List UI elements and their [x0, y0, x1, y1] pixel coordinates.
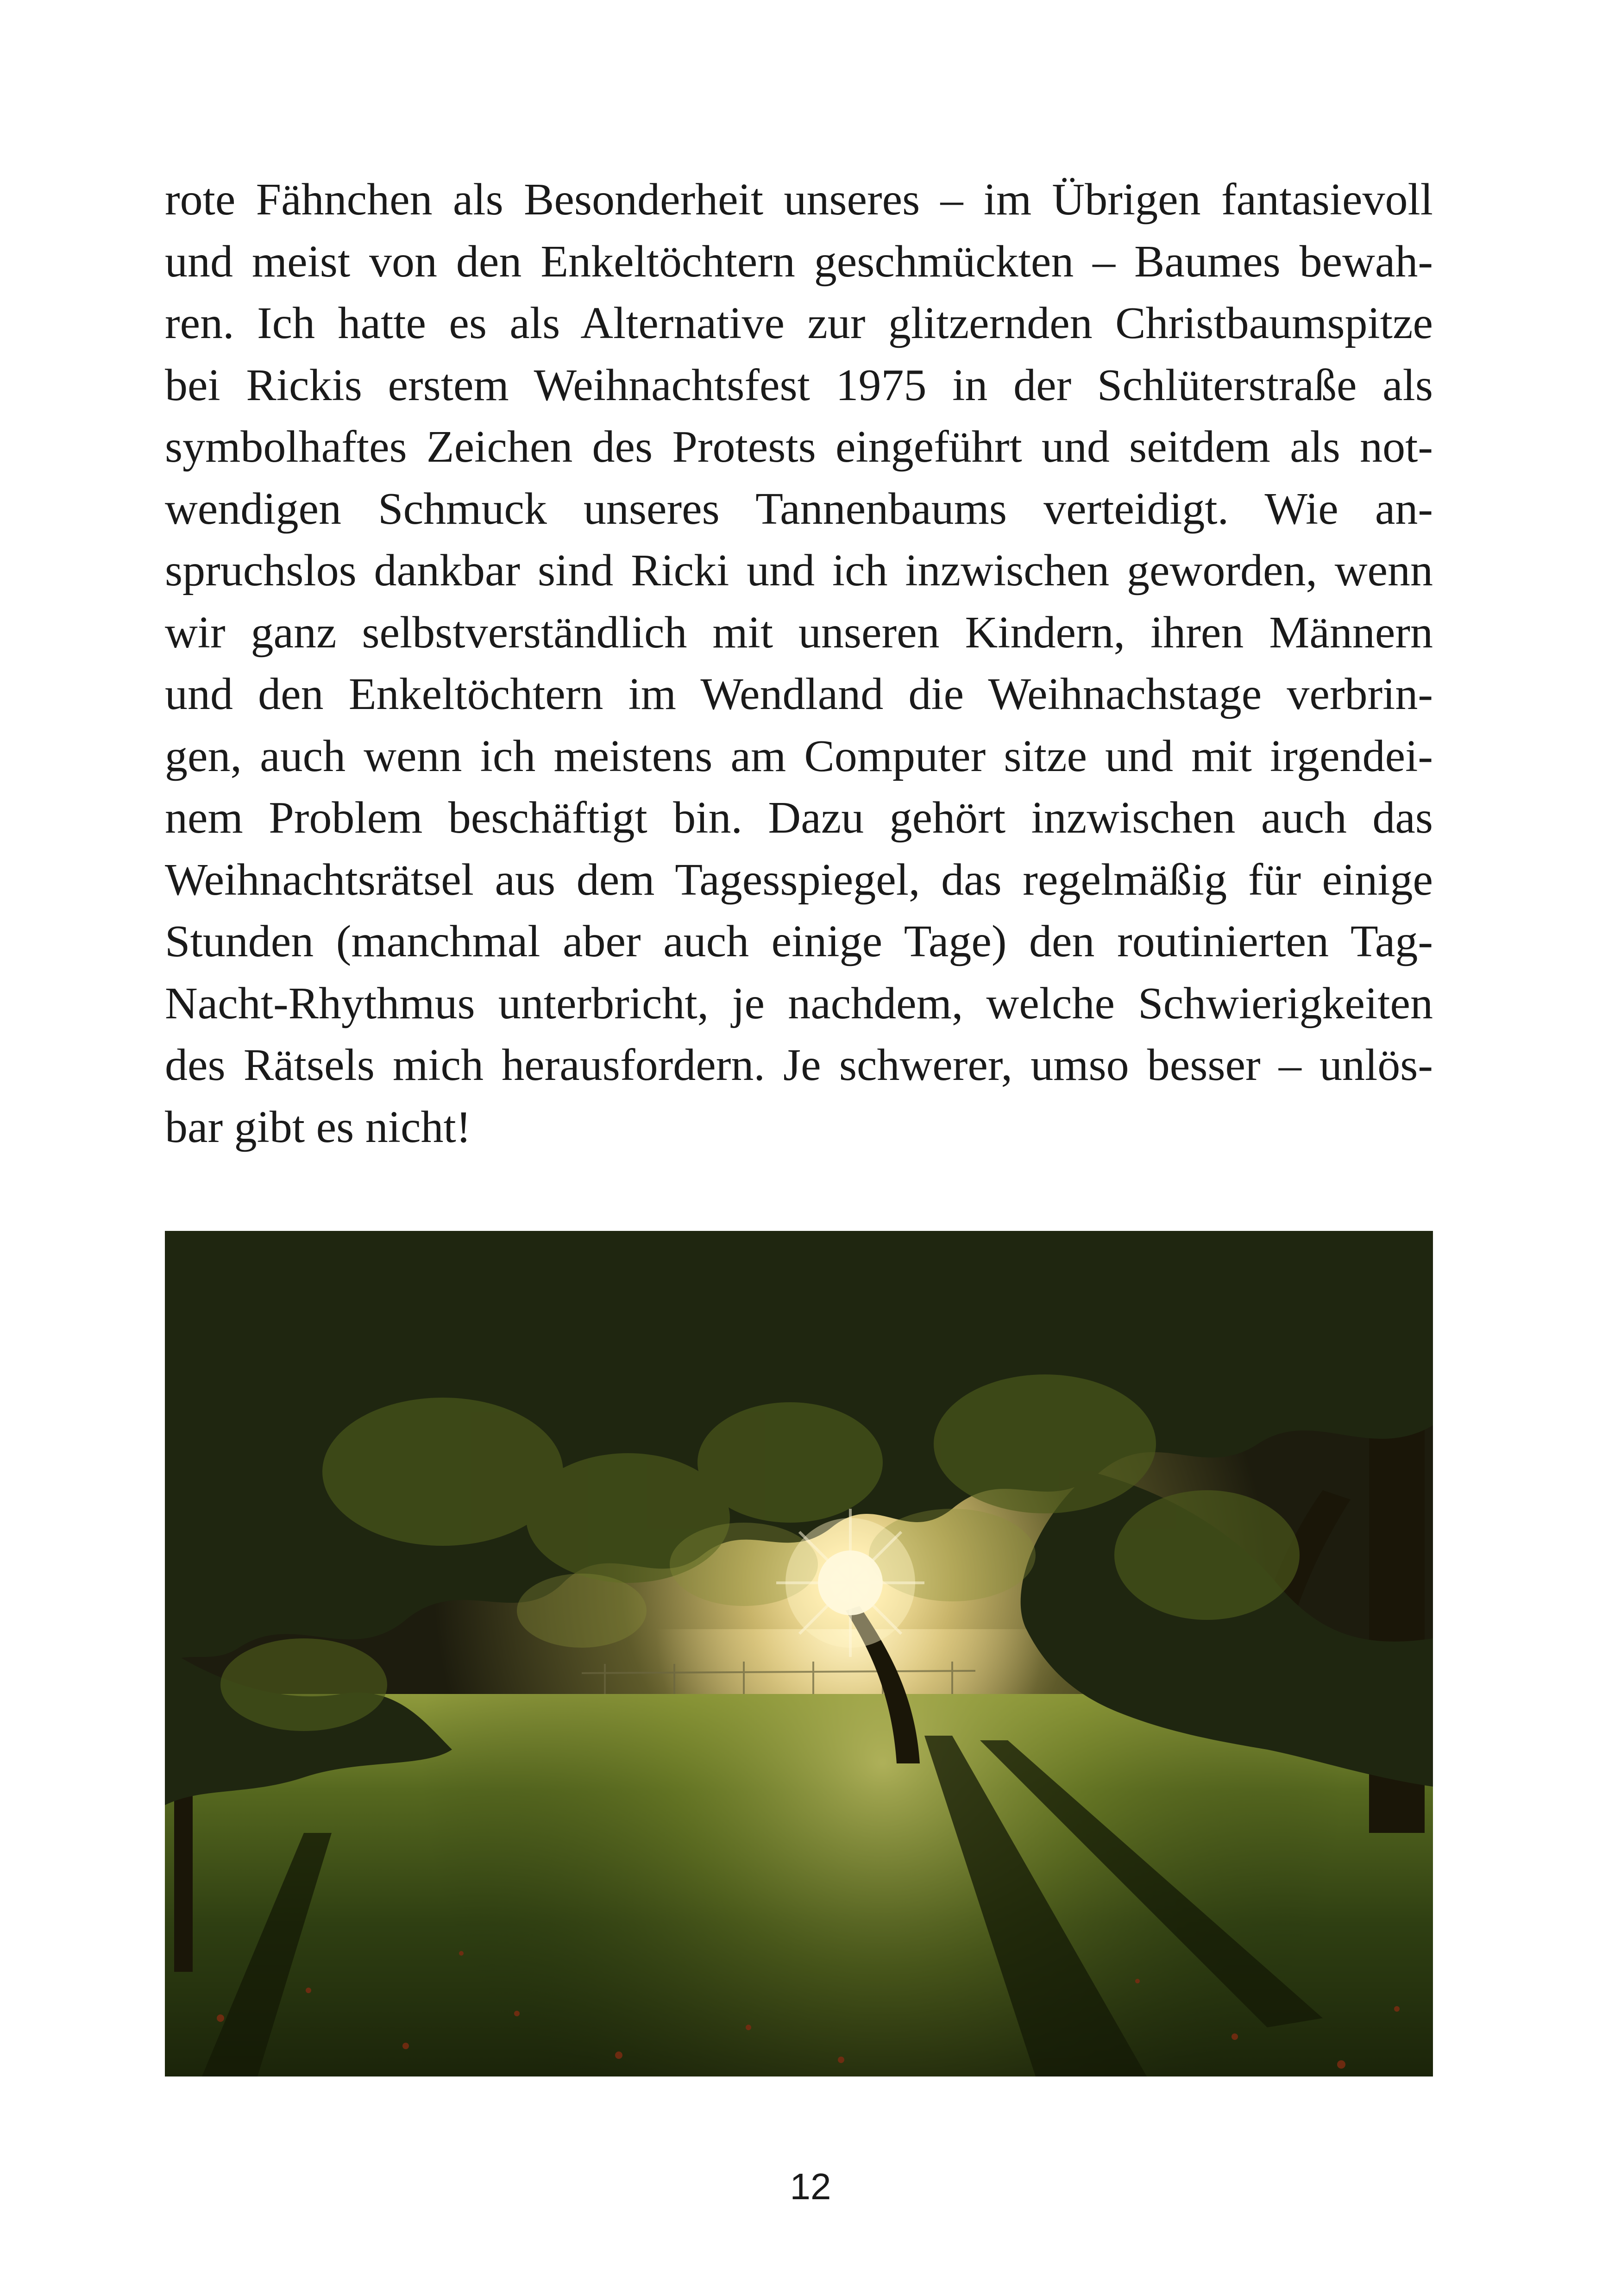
body-text — [165, 169, 1433, 1158]
sunlit-trees-meadow-photo — [165, 1231, 1433, 2076]
text-line: Stunden (manchmal aber auch einige Tage) den routinierten Tag- — [165, 916, 1433, 966]
page-number: 12 — [790, 2166, 831, 2207]
text-line: bar gibt es nicht! — [165, 1102, 471, 1152]
text-line: rote Fähnchen als Besonderheit unseres – im Übrigen fantasievoll — [165, 175, 1433, 225]
text-line: wendigen Schmuck unseres Tannenbaums verteidigt. Wie an- — [165, 483, 1433, 534]
text-line: ren. Ich hatte es als Alternative zur glitzernden Christbaumspitze — [165, 298, 1433, 348]
text-line: spruchslos dankbar sind Ricki und ich inzwischen geworden, wenn — [165, 546, 1433, 596]
text-line: gen, auch wenn ich meistens am Computer sitze und mit irgendei- — [165, 731, 1433, 781]
text-line: und den Enkeltöchtern im Wendland die Weihnachstage verbrin- — [165, 669, 1433, 719]
text-line: des Rätsels mich herausfordern. Je schwerer, umso besser – unlös- — [165, 1040, 1433, 1090]
text-line: symbolhaftes Zeichen des Protests eingeführt und seitdem als not- — [165, 422, 1433, 472]
text-line: bei Rickis erstem Weihnachtsfest 1975 in der Schlüterstraße als — [165, 360, 1433, 410]
text-line: wir ganz selbstverständlich mit unseren Kindern, ihren Männern — [165, 607, 1433, 658]
text-line: nem Problem beschäftigt bin. Dazu gehört inzwischen auch das — [165, 793, 1433, 843]
text-line: Weihnachtsrätsel aus dem Tagesspiegel, das regelmäßig für einige — [165, 854, 1433, 905]
photo-illustration — [165, 1231, 1433, 2076]
text-line: Nacht-Rhythmus unterbricht, je nachdem, welche Schwierigkeiten — [165, 978, 1433, 1029]
text-line: und meist von den Enkeltöchtern geschmückten – Baumes bewah- — [165, 236, 1433, 287]
